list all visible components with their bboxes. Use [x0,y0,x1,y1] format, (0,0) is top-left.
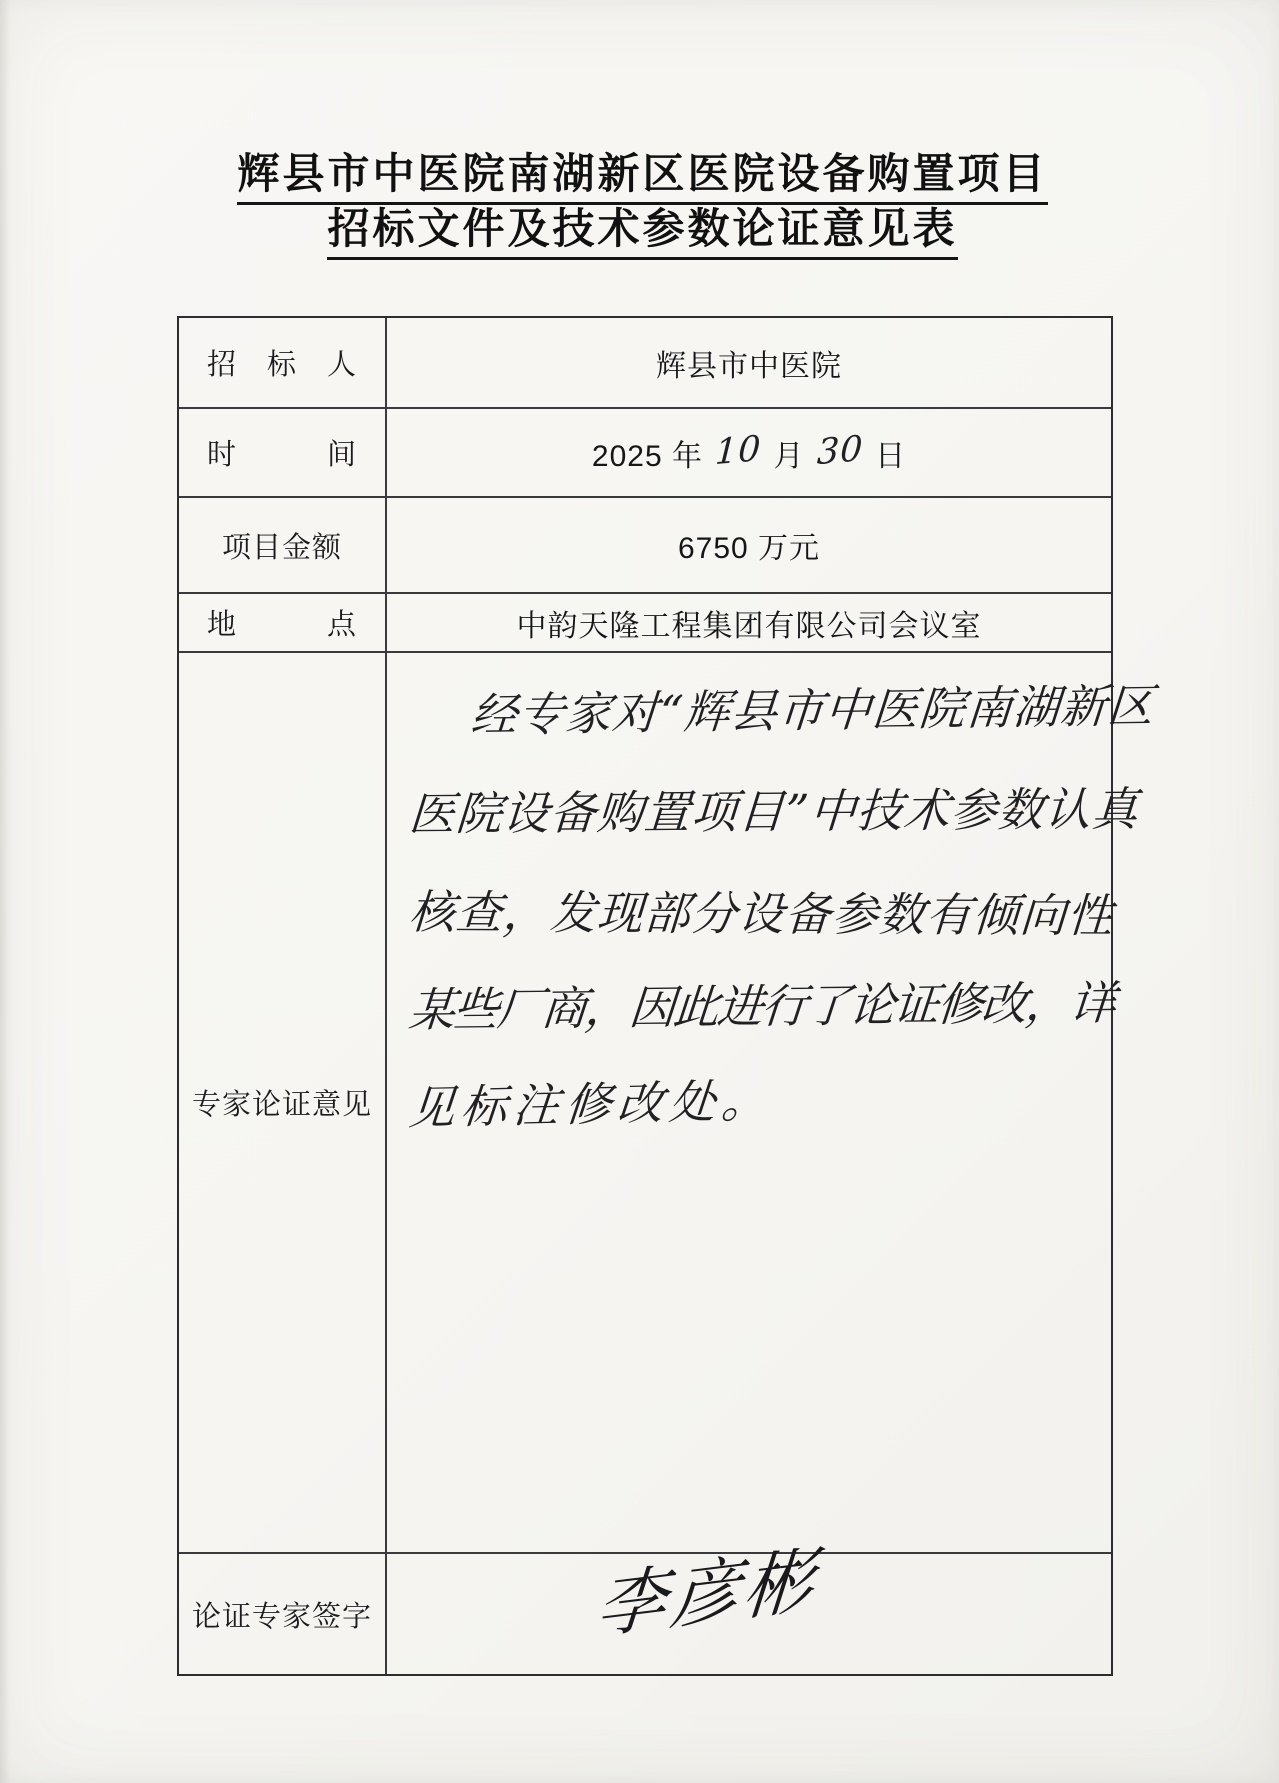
row-location [179,592,1111,651]
row-bidder [179,318,1111,407]
opinion-form-table [177,316,1157,1676]
opinion-handwritten-line-2: 医院设备购置项目”中技术参数认真 [407,781,1141,841]
date-month-handwritten: 10 [714,428,763,473]
amount-label: 项目金额 [179,498,387,592]
signature-label: 论证专家签字 [179,1554,387,1674]
opinion-handwritten-line-3: 核查，发现部分设备参数有倾向性 [407,885,1116,943]
row-expert-signature [179,1538,1111,1674]
time-label: 时 间 [179,409,387,496]
date-month-unit: 月 [773,439,805,473]
document-title [172,150,1113,260]
bidder-value: 辉县市中医院 [656,349,842,383]
date-day-unit: 日 [875,439,907,473]
opinion-handwritten-line-4: 某些厂商，因此进行了论证修改，详 [406,975,1116,1037]
date-day-handwritten: 30 [815,428,865,473]
opinion-handwritten-line-1: 经专家对“辉县市中医院南湖新区 [469,678,1157,743]
location-value: 中韵天隆工程集团有限公司会议室 [516,609,982,643]
row-time [179,407,1111,496]
amount-value: 6750 万元 [677,532,821,565]
expert-opinion-label: 专家论证意见 [179,653,387,1552]
signature-value [387,1538,1111,1674]
expert-signature-handwritten: 李彦彬 [593,1538,822,1649]
row-amount [179,496,1111,592]
document-title-line-2: 招标文件及技术参数论证意见表 [327,205,957,260]
scan-edge-shadow [0,0,10,1783]
opinion-handwritten-line-5: 见标注修改处。 [406,1073,776,1135]
location-label: 地 点 [179,594,387,651]
time-value [387,409,1111,496]
row-expert-opinion [179,651,1157,1552]
expert-opinion-value [387,653,1162,1552]
document-title-line-1: 辉县市中医院南湖新区医院设备购置项目 [237,150,1047,205]
date-year-printed: 2025 年 [591,439,703,473]
bidder-label: 招 标 人 [179,318,387,407]
